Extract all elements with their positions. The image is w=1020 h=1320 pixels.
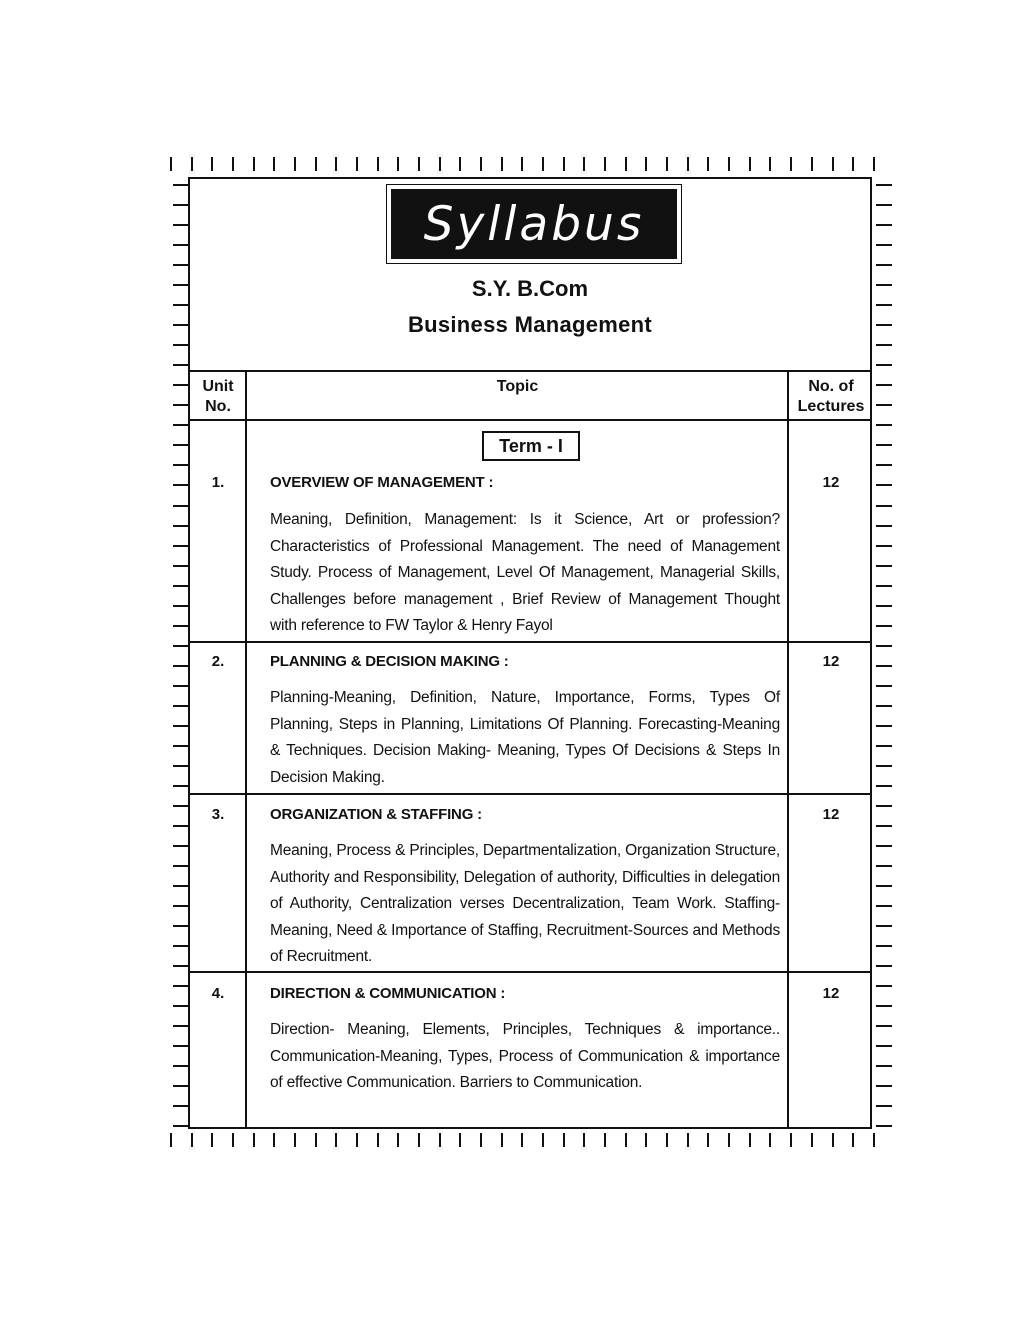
- tick-mark: [542, 157, 544, 171]
- tick-mark: [173, 905, 189, 907]
- tick-mark: [876, 444, 892, 446]
- unit-title: PLANNING & DECISION MAKING :: [270, 653, 509, 670]
- tick-mark: [397, 1133, 399, 1147]
- tick-mark: [811, 1133, 813, 1147]
- tick-mark: [173, 885, 189, 887]
- tick-mark: [852, 157, 854, 171]
- tick-mark: [173, 665, 189, 667]
- unit-lectures: 12: [822, 985, 840, 1002]
- unit-lectures: 12: [822, 653, 840, 670]
- tick-mark: [273, 1133, 275, 1147]
- tick-mark: [876, 1045, 892, 1047]
- tick-mark: [173, 865, 189, 867]
- tick-mark: [418, 1133, 420, 1147]
- tick-mark: [377, 157, 379, 171]
- unit-number: 4.: [211, 985, 225, 1002]
- right-tick-border: [876, 184, 892, 1128]
- tick-mark: [173, 505, 189, 507]
- tick-mark: [687, 1133, 689, 1147]
- tick-mark: [876, 1025, 892, 1027]
- tick-mark: [191, 157, 193, 171]
- tick-mark: [583, 157, 585, 171]
- tick-mark: [645, 1133, 647, 1147]
- tick-mark: [173, 1085, 189, 1087]
- row-divider: [188, 641, 872, 643]
- tick-mark: [625, 1133, 627, 1147]
- unit-number: 1.: [211, 474, 225, 491]
- tick-mark: [876, 284, 892, 286]
- tick-mark: [645, 157, 647, 171]
- tick-mark: [876, 925, 892, 927]
- tick-mark: [790, 1133, 792, 1147]
- tick-mark: [253, 1133, 255, 1147]
- tick-mark: [335, 157, 337, 171]
- tick-mark: [480, 1133, 482, 1147]
- row-divider: [188, 971, 872, 973]
- tick-mark: [480, 157, 482, 171]
- tick-mark: [232, 1133, 234, 1147]
- tick-mark: [173, 1025, 189, 1027]
- tick-mark: [232, 157, 234, 171]
- tick-mark: [707, 157, 709, 171]
- tick-mark: [876, 765, 892, 767]
- header-unit-no: Unit No.: [202, 378, 234, 415]
- unit-title: ORGANIZATION & STAFFING :: [270, 806, 482, 823]
- tick-mark: [876, 484, 892, 486]
- tick-mark: [769, 1133, 771, 1147]
- tick-mark: [832, 1133, 834, 1147]
- tick-mark: [294, 157, 296, 171]
- left-tick-border: [173, 184, 189, 1128]
- tick-mark: [173, 525, 189, 527]
- tick-mark: [876, 224, 892, 226]
- unit-description: Meaning, Definition, Management: Is it Science, Art or profession? Characteristics of Professional Management. The need of Management Study. Process of Management, Level Of Management, Managerial Skills, Challenges before management , Brief Review of Management Thought with reference to FW Taylor & Henry Fayol: [270, 511, 780, 634]
- tick-mark: [459, 157, 461, 171]
- tick-mark: [876, 585, 892, 587]
- unit-lectures: 12: [822, 806, 840, 823]
- tick-mark: [876, 865, 892, 867]
- tick-mark: [335, 1133, 337, 1147]
- tick-mark: [273, 157, 275, 171]
- tick-mark: [790, 157, 792, 171]
- tick-mark: [876, 625, 892, 627]
- tick-mark: [707, 1133, 709, 1147]
- header-topic: Topic: [496, 378, 539, 395]
- row-divider: [188, 793, 872, 795]
- tick-mark: [876, 384, 892, 386]
- tick-mark: [728, 157, 730, 171]
- tick-mark: [876, 264, 892, 266]
- tick-mark: [876, 845, 892, 847]
- table-top-rule: [188, 370, 872, 372]
- tick-mark: [769, 157, 771, 171]
- tick-mark: [173, 765, 189, 767]
- tick-mark: [666, 1133, 668, 1147]
- tick-mark: [173, 424, 189, 426]
- tick-mark: [876, 905, 892, 907]
- tick-mark: [173, 364, 189, 366]
- tick-mark: [542, 1133, 544, 1147]
- course-title: S.Y. B.Com: [471, 276, 589, 301]
- tick-mark: [356, 1133, 358, 1147]
- tick-mark: [876, 645, 892, 647]
- tick-mark: [876, 565, 892, 567]
- tick-mark: [173, 1045, 189, 1047]
- tick-mark: [356, 157, 358, 171]
- tick-mark: [173, 745, 189, 747]
- tick-mark: [173, 545, 189, 547]
- tick-mark: [811, 157, 813, 171]
- tick-mark: [876, 404, 892, 406]
- tick-mark: [876, 184, 892, 186]
- tick-mark: [173, 965, 189, 967]
- unit-description: Meaning, Process & Principles, Departmentalization, Organization Structure, Authority and Responsibility, Delegation of authority, Difficulties in delegation of Authority, Centralization verses Decentralization, Team Work. Staffing-Meaning, Need & Importance of Staffing, Recruitment-Sources and Methods of Recruitment.: [270, 842, 780, 965]
- tick-mark: [876, 705, 892, 707]
- unit-number: 2.: [211, 653, 225, 670]
- tick-mark: [876, 324, 892, 326]
- tick-mark: [876, 505, 892, 507]
- tick-mark: [315, 1133, 317, 1147]
- tick-mark: [253, 157, 255, 171]
- tick-mark: [876, 785, 892, 787]
- tick-mark: [876, 244, 892, 246]
- tick-mark: [501, 157, 503, 171]
- top-tick-border: [170, 157, 875, 171]
- tick-mark: [173, 645, 189, 647]
- unit-title: DIRECTION & COMMUNICATION :: [270, 985, 506, 1002]
- tick-mark: [876, 204, 892, 206]
- tick-mark: [173, 224, 189, 226]
- tick-mark: [563, 157, 565, 171]
- tick-mark: [604, 1133, 606, 1147]
- tick-mark: [170, 157, 172, 171]
- tick-mark: [687, 157, 689, 171]
- tick-mark: [173, 384, 189, 386]
- tick-mark: [876, 525, 892, 527]
- tick-mark: [876, 945, 892, 947]
- tick-mark: [173, 1105, 189, 1107]
- tick-mark: [876, 424, 892, 426]
- tick-mark: [211, 1133, 213, 1147]
- tick-mark: [173, 344, 189, 346]
- tick-mark: [876, 685, 892, 687]
- tick-mark: [173, 625, 189, 627]
- tick-mark: [876, 1005, 892, 1007]
- header-lectures: No. of Lectures: [797, 378, 865, 415]
- tick-mark: [876, 304, 892, 306]
- tick-mark: [521, 157, 523, 171]
- unit-description: Planning-Meaning, Definition, Nature, Importance, Forms, Types Of Planning, Steps in Planning, Limitations Of Planning. Forecasting-Meaning & Techniques. Decision Making- Meaning, Types Of Decisions & Steps In Decision Making.: [270, 689, 780, 786]
- tick-mark: [876, 605, 892, 607]
- tick-mark: [173, 1065, 189, 1067]
- tick-mark: [173, 304, 189, 306]
- tick-mark: [876, 985, 892, 987]
- unit-description: Direction- Meaning, Elements, Principles, Techniques & importance.. Communication-Meaning, Types, Process of Communication & importance of effective Communication. Barriers to Communication.: [270, 1021, 780, 1091]
- tick-mark: [294, 1133, 296, 1147]
- tick-mark: [876, 665, 892, 667]
- tick-mark: [876, 825, 892, 827]
- tick-mark: [211, 157, 213, 171]
- tick-mark: [876, 805, 892, 807]
- syllabus-logo-text: Syllabus: [391, 189, 677, 259]
- tick-mark: [583, 1133, 585, 1147]
- tick-mark: [173, 1125, 189, 1127]
- tick-mark: [625, 157, 627, 171]
- unit-lectures: 12: [822, 474, 840, 491]
- tick-mark: [173, 444, 189, 446]
- tick-mark: [876, 1085, 892, 1087]
- tick-mark: [315, 157, 317, 171]
- tick-mark: [173, 725, 189, 727]
- tick-mark: [749, 157, 751, 171]
- tick-mark: [173, 484, 189, 486]
- term-label: Term - I: [482, 431, 580, 461]
- tick-mark: [876, 545, 892, 547]
- unit-number: 3.: [211, 806, 225, 823]
- syllabus-logo: [386, 184, 682, 264]
- tick-mark: [876, 885, 892, 887]
- tick-mark: [876, 344, 892, 346]
- tick-mark: [876, 1065, 892, 1067]
- tick-mark: [852, 1133, 854, 1147]
- tick-mark: [459, 1133, 461, 1147]
- tick-mark: [173, 404, 189, 406]
- tick-mark: [439, 157, 441, 171]
- tick-mark: [173, 785, 189, 787]
- tick-mark: [876, 364, 892, 366]
- tick-mark: [173, 805, 189, 807]
- tick-mark: [173, 585, 189, 587]
- tick-mark: [876, 965, 892, 967]
- tick-mark: [876, 725, 892, 727]
- tick-mark: [173, 945, 189, 947]
- tick-mark: [876, 464, 892, 466]
- tick-mark: [173, 985, 189, 987]
- tick-mark: [173, 284, 189, 286]
- tick-mark: [173, 184, 189, 186]
- tick-mark: [832, 157, 834, 171]
- bottom-tick-border: [170, 1133, 875, 1147]
- tick-mark: [876, 745, 892, 747]
- tick-mark: [173, 264, 189, 266]
- header-bottom-rule: [188, 419, 872, 421]
- tick-mark: [173, 204, 189, 206]
- tick-mark: [666, 157, 668, 171]
- tick-mark: [876, 1105, 892, 1107]
- tick-mark: [563, 1133, 565, 1147]
- tick-mark: [397, 157, 399, 171]
- tick-mark: [173, 925, 189, 927]
- tick-mark: [749, 1133, 751, 1147]
- unit-title: OVERVIEW OF MANAGEMENT :: [270, 474, 494, 491]
- tick-mark: [876, 1125, 892, 1127]
- tick-mark: [173, 464, 189, 466]
- tick-mark: [173, 324, 189, 326]
- tick-mark: [191, 1133, 193, 1147]
- subject-title: Business Management: [407, 312, 653, 337]
- tick-mark: [173, 605, 189, 607]
- tick-mark: [173, 825, 189, 827]
- tick-mark: [728, 1133, 730, 1147]
- tick-mark: [173, 705, 189, 707]
- tick-mark: [873, 1133, 875, 1147]
- tick-mark: [501, 1133, 503, 1147]
- tick-mark: [173, 685, 189, 687]
- tick-mark: [873, 157, 875, 171]
- tick-mark: [173, 1005, 189, 1007]
- tick-mark: [521, 1133, 523, 1147]
- tick-mark: [173, 244, 189, 246]
- tick-mark: [170, 1133, 172, 1147]
- tick-mark: [377, 1133, 379, 1147]
- tick-mark: [604, 157, 606, 171]
- tick-mark: [418, 157, 420, 171]
- tick-mark: [173, 565, 189, 567]
- tick-mark: [173, 845, 189, 847]
- tick-mark: [439, 1133, 441, 1147]
